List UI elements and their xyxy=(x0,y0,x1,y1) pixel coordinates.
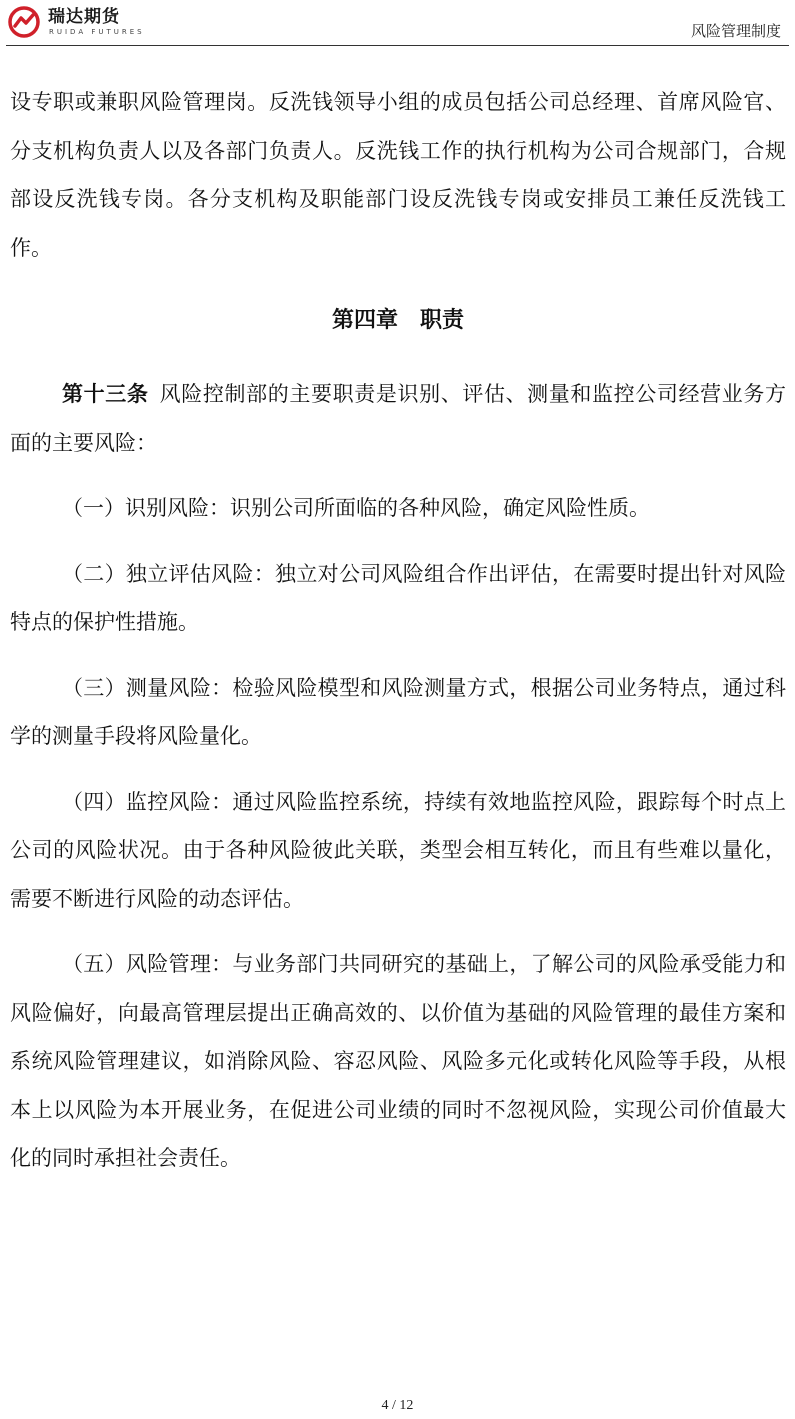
list-item-5: （五）风险管理：与业务部门共同研究的基础上，了解公司的风险承受能力和风险偏好，向最高管理层提出正确高效的、以价值为基础的风险管理的最佳方案和系统风险管理建议，如消除风险、容忍风险、风险多元化或转化风险等手段，从根本上以风险为本开展业务，在促进公司业绩的同时不忽视风险，实现公司价值最大化的同时承担社会责任。 xyxy=(10,952,786,1170)
intro-paragraph: 设专职或兼职风险管理岗。反洗钱领导小组的成员包括公司总经理、首席风险官、分支机构负责人以及各部门负责人。反洗钱工作的执行机构为公司合规部门，合规部设反洗钱专岗。各分支机构及职能部门设反洗钱专岗或安排员工兼任反洗钱工作。 xyxy=(10,90,786,260)
document-title: 风险管理制度 xyxy=(690,22,781,40)
company-logo xyxy=(8,6,168,40)
list-item-2: （二）独立评估风险：独立对公司风险组合作出评估，在需要时提出针对风险特点的保护性措施。 xyxy=(10,561,786,634)
article-label: 第十三条 xyxy=(62,382,149,406)
article-text: 风险控制部的主要职责是识别、评估、测量和监控公司经营业务方面的主要风险： xyxy=(10,382,787,455)
brand-name-cn: 瑞达期货 xyxy=(48,7,120,27)
list-item-3: （三）测量风险：检验风险模型和风险测量方式，根据公司业务特点，通过科学的测量手段将风险量化。 xyxy=(10,675,786,748)
chapter-heading: 第四章 职责 xyxy=(331,308,464,333)
page-header xyxy=(0,0,795,46)
brand-name-en: RUIDA FUTURES xyxy=(49,28,145,36)
list-item-1: （一）识别风险：识别公司所面临的各种风险，确定风险性质。 xyxy=(62,496,650,520)
list-item-4: （四）监控风险：通过风险监控系统，持续有效地监控风险，跟踪每个时点上公司的风险状况。由于各种风险彼此关联，类型会相互转化，而且有些难以量化，需要不断进行风险的动态评估。 xyxy=(10,789,786,911)
page-body xyxy=(10,78,786,1183)
ruida-logo-icon xyxy=(8,6,40,38)
page-number: 4 / 12 xyxy=(381,1398,414,1413)
header-divider xyxy=(6,45,789,46)
article-13-paragraph xyxy=(10,370,786,467)
